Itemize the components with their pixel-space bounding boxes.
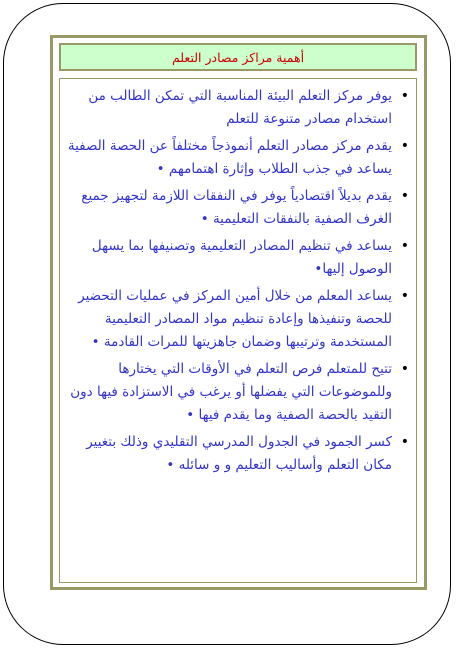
list-item (66, 185, 409, 231)
rounded-card (3, 3, 451, 645)
list-item-text: يوفر مركز التعلم البيئة المناسبة التي تمكن الطالب من استخدام مصادر متنوعة للتعلم (88, 88, 392, 127)
bullet-icon: • (400, 138, 409, 154)
list-item-text: تتيح للمتعلم فرص التعلم في الأوقات التي يختارها وللموضوعات التي يفضلها أو يرغب في الاستزادة فيها دون التقيد بالحصة الصفية وما يقدم فيها • (70, 361, 392, 423)
list-item-text: يساعد المعلم من خلال أمين المركز في عمليات التحضير للحصة وتنفيذها وإعادة تنظيم مواد المصادر التعليمية المستخدمة وترتيبها وضمان جاهزيتها للمرات القادمة • (78, 288, 392, 350)
list-item (66, 135, 409, 181)
bullet-list (60, 79, 416, 477)
title-box (59, 43, 417, 71)
bullet-icon: • (400, 361, 409, 377)
page-title: أهمية مراكز مصادر التعلم (171, 49, 305, 65)
list-item (66, 431, 409, 477)
bullet-icon: • (400, 188, 409, 204)
bullet-icon: • (400, 434, 409, 450)
bullet-icon: • (400, 288, 409, 304)
list-item-text: يساعد في تنظيم المصادر التعليمية وتصنيفها بما يسهل الوصول إليها• (91, 238, 392, 277)
list-item-text: كسر الجمود في الجدول المدرسي التقليدي وذلك بتغيير مكان التعلم وأساليب التعليم و و سائله • (86, 434, 392, 473)
list-item (66, 85, 409, 131)
bullet-icon: • (400, 88, 409, 104)
list-item (66, 285, 409, 354)
bullet-icon: • (400, 238, 409, 254)
text-frame (50, 35, 427, 590)
content-box (59, 78, 417, 583)
list-item (66, 235, 409, 281)
list-item (66, 358, 409, 427)
list-item-text: يقدم بديلاً اقتصادياً يوفر في النفقات اللازمة لتجهيز جميع الغرف الصفية بالنفقات التعليمية • (81, 188, 392, 227)
list-item-text: يقدم مركز مصادر التعلم أنموذجاً مختلفاً عن الحصة الصفية يساعد في جذب الطلاب وإثارة اهتمامهم • (67, 138, 392, 177)
